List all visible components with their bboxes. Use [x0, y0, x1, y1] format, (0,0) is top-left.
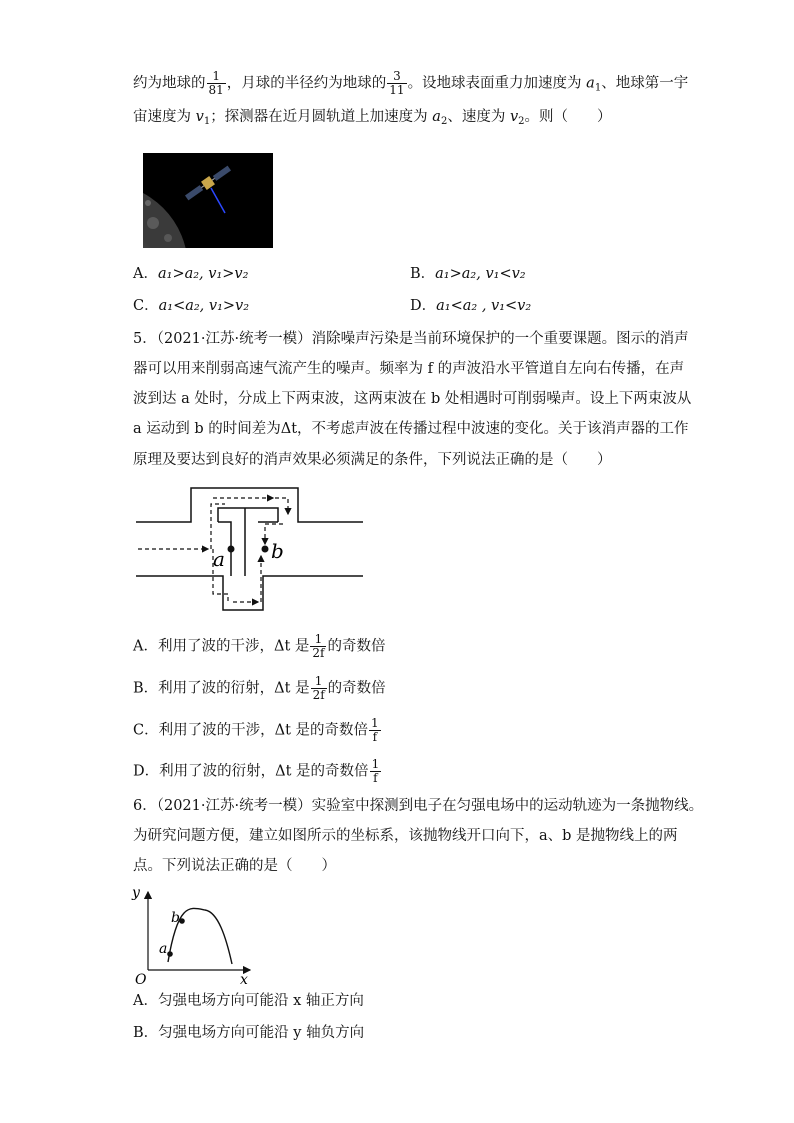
satellite-moon-photo: [143, 153, 273, 248]
q4-line-2: 宙速度为 $v_1$；探测器在近月圆轨道上加速度为 $a_2$、速度为 $v_2$。则（ ）: [133, 109, 612, 127]
label-b: b: [271, 539, 284, 563]
q6-line-3: 点。下列说法正确的是（ ）: [133, 858, 336, 874]
q5-line-3: 波到达 a 处时，分成上下两束波，这两束波在 b 处相遇时可削弱噪声。设上下两束波从: [133, 391, 692, 407]
q5-line-5: 原理及要达到良好的消声效果必须满足的条件，下列说法正确的是（ ）: [133, 452, 612, 468]
q5-line-4: a 运动到 b 的时间差为Δt，不考虑声波在传播过程中波速的变化。关于该消声器的工作: [133, 421, 689, 437]
label-o: O: [135, 972, 147, 987]
muffler-diagram: [133, 484, 373, 614]
q5-option-a: A．利用了波的干涉，Δt 是 $\frac{1}{2f}$ 的奇数倍: [133, 632, 386, 660]
point-b: [179, 918, 185, 924]
point-a: [228, 546, 235, 553]
q6-line-1: 6．（2021·江苏·统考一模）实验室中探测到电子在匀强电场中的运动轨迹为一条抛物线。: [133, 798, 704, 814]
text: 约为地球的: [133, 75, 206, 92]
q4-option-d: D．a₁<a₂ , v₁<v₂: [410, 298, 532, 314]
label-a: a: [159, 941, 168, 957]
point-a: [167, 951, 173, 957]
q5-option-c: C．利用了波的干涉，Δt 是的奇数倍 $\frac{1}{f}$: [133, 716, 379, 744]
satellite-image: [143, 153, 273, 248]
label-x: x: [240, 972, 248, 987]
point-b: [262, 546, 269, 553]
q5-option-b: B．利用了波的衍射，Δt 是 $\frac{1}{2f}$ 的奇数倍: [133, 674, 386, 702]
q4-option-a: A．a₁>a₂, v₁>v₂: [133, 266, 249, 282]
fraction-3-11: $\frac{3}{11}$: [389, 69, 405, 97]
label-b: b: [171, 910, 180, 926]
q4-line-1: 约为地球的 $\frac{1}{81}$ ，月球的半径约为地球的 $\frac{3}{11}$ 。设地球表面重力加速度为 $a_1$、地球第一宇: [133, 69, 689, 97]
q4-option-b: B．a₁>a₂, v₁<v₂: [410, 266, 526, 282]
text: 、地球第一宇: [601, 75, 689, 92]
q6-line-2: 为研究问题方便，建立如图所示的坐标系，该抛物线开口向下，a、b 是抛物线上的两: [133, 828, 678, 844]
label-a: a: [213, 547, 225, 571]
q5-line-2: 器可以用来削弱高速气流产生的噪声。频率为 f 的声波沿水平管道自左向右传播，在声: [133, 361, 685, 377]
q6-option-b: B．匀强电场方向可能沿 y 轴负方向: [133, 1025, 365, 1041]
q6-option-a: A．匀强电场方向可能沿 x 轴正方向: [133, 993, 364, 1009]
text: 。设地球表面重力加速度为: [407, 75, 587, 92]
q4-option-c: C．a₁<a₂, v₁>v₂: [133, 298, 250, 314]
parabola-figure: [130, 882, 260, 987]
label-y: y: [132, 885, 140, 901]
q5-line-1: 5．（2021·江苏·统考一模）消除噪声污染是当前环境保护的一个重要课题。图示的消声: [133, 331, 689, 347]
fraction-1-81: $\frac{1}{81}$: [208, 69, 224, 97]
q5-option-d: D．利用了波的衍射，Δt 是的奇数倍 $\frac{1}{f}$: [133, 757, 380, 785]
text: ，月球的半径约为地球的: [226, 75, 387, 92]
